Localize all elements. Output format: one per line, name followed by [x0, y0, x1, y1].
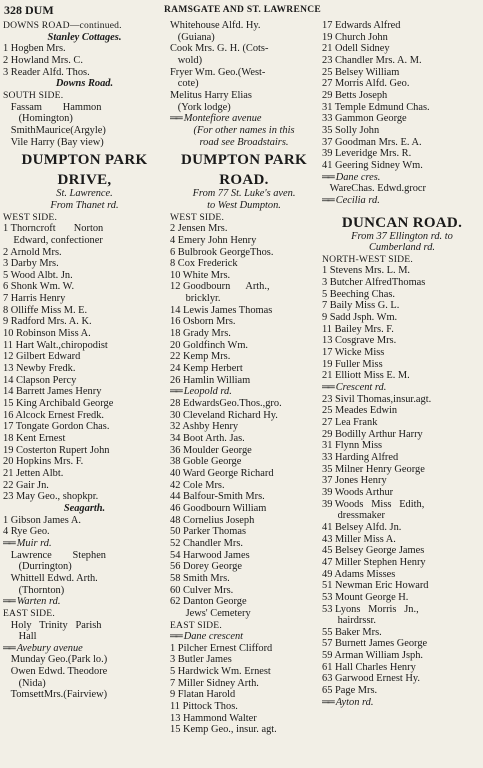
cross-street: ══ Montefiore avenue — [170, 113, 318, 125]
directory-entry: (Nida) — [3, 677, 46, 689]
directory-entry: 53 Mount George H. — [322, 591, 409, 603]
directory-entry: 1 Hogben Mrs. — [3, 43, 66, 55]
note-line: (For other names in this — [193, 124, 295, 136]
street-heading: DUNCAN ROAD. — [341, 214, 463, 231]
directory-entry: 47 Miller Stephen Henry — [322, 556, 426, 568]
directory-entry: 31 Temple Edmund Chas. — [322, 101, 430, 113]
directory-entry: 4 Rye Geo. — [3, 526, 50, 538]
directory-entry: 62 Danton George — [170, 596, 247, 608]
directory-entry: 2 Jensen Mrs. — [170, 223, 228, 235]
directory-entry: 9 Sadd Jsph. Wm. — [322, 312, 398, 324]
directory-entry: 58 Smith Mrs. — [170, 572, 230, 584]
directory-entry: 3 Darby Mrs. — [3, 258, 59, 270]
page-number-and-word — [4, 3, 54, 18]
directory-entry: 59 Arman William Jsph. — [322, 650, 423, 662]
directory-entry: 54 Harwood James — [170, 549, 250, 561]
directory-entry: 3 Butcher AlfredThomas — [322, 277, 426, 289]
directory-entry: (York lodge) — [170, 101, 231, 113]
street-subheading: St. Lawrence. — [56, 188, 113, 200]
cross-street: ══ Dane crescent — [170, 631, 318, 643]
directory-entry: 20 Goldfinch Wm. — [170, 339, 249, 351]
directory-entry: 24 Kemp Herbert — [170, 363, 243, 375]
directory-entry: 5 Wood Albt. Jn. — [3, 269, 73, 281]
directory-entry: 23 May Geo., shopkpr. — [3, 491, 99, 503]
directory-entry: (Homington) — [3, 113, 73, 125]
directory-entry: 3 Reader Alfd. Thos. — [3, 66, 90, 78]
directory-entry: 42 Cole Mrs. — [170, 479, 225, 491]
directory-entry: 41 Geering Sidney Wm. — [322, 159, 423, 171]
directory-entry: bricklyr. — [170, 293, 221, 305]
directory-entry: 48 Cornelius Joseph — [170, 514, 255, 526]
directory-entry: Owen Edwd. Theodore — [3, 666, 108, 678]
directory-entry: 14 Lewis James Thomas — [170, 304, 273, 316]
section-heading: Seagarth. — [63, 502, 106, 514]
directory-entry: 23 Sivil Thomas,insur.agt. — [322, 393, 432, 405]
directory-entry: 20 Hopkins Mrs. F. — [3, 456, 84, 468]
directory-entry: (Durrington) — [3, 561, 72, 573]
directory-entry: 43 Miller Miss A. — [322, 533, 396, 545]
directory-entry: 51 Newman Eric Howard — [322, 580, 429, 592]
directory-entry: 21 Jetten Albt. — [3, 467, 64, 479]
directory-entry: 4 Emery John Henry — [170, 234, 257, 246]
directory-entry: 15 Kemp Geo., insur. agt. — [170, 724, 277, 736]
cross-street: ══ Muir rd. — [3, 538, 166, 550]
directory-entry: 17 Tongate Gordon Chas. — [3, 421, 110, 433]
directory-entry: 56 Dorey George — [170, 561, 242, 573]
directory-entry: 14 Barrett James Henry — [3, 386, 102, 398]
directory-entry: 11 Hart Walt.,chiropodist — [3, 339, 108, 351]
directory-entry: 5 Hardwick Wm. Ernest — [170, 666, 271, 678]
directory-entry: 21 Elliott Miss E. M. — [322, 370, 410, 382]
directory-entry: 15 King Archibald George — [3, 398, 114, 410]
directory-entry: 60 Culver Mrs. — [170, 584, 234, 596]
side-label: SOUTH SIDE. — [3, 89, 64, 101]
directory-entry: 16 Alcock Ernest Fredk. — [3, 409, 104, 421]
street-heading: DUMPTON PARK — [21, 152, 148, 169]
directory-entry: 7 Harris Henry — [3, 293, 66, 305]
directory-entry: Edward, confectioner — [3, 234, 103, 246]
directory-entry: Fassam Hammon — [3, 101, 102, 113]
directory-entry: 22 Kemp Mrs. — [170, 351, 231, 363]
directory-entry: Whittell Edwd. Arth. — [3, 572, 98, 584]
directory-entry: 65 Page Mrs. — [322, 685, 378, 697]
side-label: EAST SIDE. — [170, 619, 222, 631]
directory-entry: 33 Harding Alfred — [322, 451, 399, 463]
cross-street: ══ Leopold rd. — [170, 386, 318, 398]
directory-entry: 25 Belsey William — [322, 66, 400, 78]
column-left — [3, 20, 166, 701]
directory-entry: 53 Lyons Morris Jn., — [322, 603, 419, 615]
directory-entry: 29 Bodilly Arthur Harry — [322, 428, 423, 440]
section-heading: Stanley Cottages. — [47, 31, 122, 43]
directory-entry: 2 Arnold Mrs. — [3, 246, 62, 258]
directory-entry: 23 Chandler Mrs. A. M. — [322, 54, 422, 66]
directory-entry: 36 Moulder George — [170, 444, 252, 456]
directory-entry: 6 Shonk Wm. W. — [3, 281, 75, 293]
directory-entry: 29 Betts Joseph — [322, 89, 388, 101]
directory-entry: SmithMaurice(Argyle) — [3, 124, 106, 136]
cross-street: ══ Avebury avenue — [3, 643, 166, 655]
directory-entry: 33 Gammon George — [322, 113, 407, 125]
directory-entry: 1 Pilcher Ernest Clifford — [170, 642, 273, 654]
directory-entry: cote) — [170, 78, 199, 90]
directory-entry: Cook Mrs. G. H. (Cots- — [170, 43, 269, 55]
directory-entry: 12 Goodbourn Arth., — [170, 281, 270, 293]
street-subheading: From Thanet rd. — [50, 199, 119, 211]
directory-entry: 16 Osborn Mrs. — [170, 316, 236, 328]
directory-entry: Jews' Cemetery — [170, 607, 251, 619]
directory-entry: Melitus Harry Elias — [170, 89, 252, 101]
section-heading: Downs Road. — [55, 78, 114, 90]
directory-entry: Fryer Wm. Geo.(West- — [170, 66, 266, 78]
side-label: EAST SIDE. — [3, 607, 55, 619]
directory-entry: 28 EdwardsGeo.Thos.,gro. — [170, 398, 282, 410]
column-right — [322, 20, 482, 708]
directory-entry: 11 Bailey Mrs. F. — [322, 323, 394, 335]
directory-entry: 55 Baker Mrs. — [322, 626, 382, 638]
directory-entry: 17 Edwards Alfred — [322, 20, 401, 31]
directory-entry: 2 Howland Mrs. C. — [3, 54, 83, 66]
column-middle — [170, 20, 318, 736]
cross-street: ══ Dane cres. — [322, 172, 482, 184]
directory-entry: 9 Radford Mrs. A. K. — [3, 316, 92, 328]
directory-entry: 45 Belsey George James — [322, 545, 425, 557]
street-subheading: Cumberland rd. — [368, 242, 435, 254]
directory-entry: 22 Gair Jn. — [3, 479, 49, 491]
directory-entry: 27 Lea Frank — [322, 417, 378, 428]
directory-entry: 6 Bulbrook GeorgeThos. — [170, 246, 274, 258]
directory-entry: 44 Balfour-Smith Mrs. — [170, 491, 265, 503]
side-label: DOWNS ROAD—continued. — [3, 20, 122, 31]
directory-entry: 40 Ward George Richard — [170, 467, 274, 479]
directory-entry: 3 Butler James — [170, 654, 232, 666]
directory-entry: TomsettMrs.(Fairview) — [3, 689, 108, 701]
directory-entry: 8 Cox Frederick — [170, 258, 238, 270]
directory-entry: 63 Garwood Ernest Hy. — [322, 673, 421, 685]
side-label: WEST SIDE. — [170, 211, 225, 223]
directory-entry: 13 Hammond Walter — [170, 712, 257, 724]
directory-entry: 19 Church John — [322, 31, 388, 43]
side-label: NORTH-WEST SIDE. — [322, 253, 413, 265]
guide-word: DUM — [25, 3, 54, 17]
directory-entry: 34 Boot Arth. Jas. — [170, 433, 245, 444]
directory-entry: 49 Adams Misses — [322, 568, 396, 580]
directory-entry: Lawrence Stephen — [3, 549, 107, 561]
directory-entry: 10 Robinson Miss A. — [3, 328, 91, 340]
directory-entry: 26 Hamlin William — [170, 374, 251, 386]
directory-entry: 39 Woods Miss Edith, — [322, 498, 425, 510]
side-label: WEST SIDE. — [3, 211, 58, 223]
directory-entry: (Guiana) — [170, 31, 215, 43]
directory-entry: 19 Costerton Rupert John — [3, 444, 110, 456]
directory-entry: 27 Morris Alfd. Geo. — [322, 78, 410, 90]
directory-entry: 11 Pittock Thos. — [170, 701, 238, 713]
directory-entry: 12 Gilbert Edward — [3, 351, 81, 363]
street-subheading: From 77 St. Luke's aven. — [192, 188, 296, 200]
street-subheading: From 37 Ellington rd. to — [351, 230, 453, 242]
directory-entry: 31 Flynn Miss — [322, 440, 383, 452]
directory-entry: 19 Fuller Miss — [322, 358, 383, 370]
directory-entry: 46 Goodbourn William — [170, 502, 267, 514]
directory-entry: 17 Wicke Miss — [322, 347, 385, 359]
directory-entry: 41 Belsey Alfd. Jn. — [322, 521, 402, 533]
directory-entry: Munday Geo.(Park lo.) — [3, 654, 108, 666]
directory-entry: 1 Thorncroft Norton — [3, 223, 104, 235]
street-heading: DRIVE, — [57, 172, 112, 189]
directory-entry: 39 Woods Arthur — [322, 486, 394, 498]
directory-entry: Vile Harry (Bay view) — [3, 136, 104, 148]
running-title: RAMSGATE AND ST. LAWRENCE — [164, 5, 322, 15]
directory-entry: 14 Clapson Percy — [3, 374, 77, 386]
directory-entry: Hall — [3, 631, 37, 643]
directory-entry: 52 Chandler Mrs. — [170, 537, 244, 549]
directory-entry: 8 Olliffe Miss M. E. — [3, 304, 88, 316]
spacer — [322, 207, 482, 211]
directory-entry: WareChas. Edwd.grocr — [322, 183, 427, 195]
directory-entry: 1 Stevens Mrs. L. M. — [322, 265, 411, 277]
directory-entry: Whitehouse Alfd. Hy. — [170, 20, 261, 31]
directory-entry: 37 Jones Henry — [322, 475, 387, 487]
cross-street: ══ Cecilia rd. — [322, 195, 482, 207]
directory-entry: 61 Hall Charles Henry — [322, 661, 416, 673]
directory-entry: 7 Baily Miss G. L. — [322, 300, 400, 312]
directory-entry: 35 Milner Henry George — [322, 463, 425, 475]
directory-entry: 10 White Mrs. — [170, 269, 231, 281]
cross-street: ══ Ayton rd. — [322, 697, 482, 709]
directory-entry: 13 Newby Fredk. — [3, 363, 76, 375]
street-subheading: to West Dumpton. — [207, 199, 281, 211]
directory-entry: 7 Miller Sidney Arth. — [170, 677, 259, 689]
directory-entry: 39 Leveridge Mrs. R. — [322, 148, 412, 160]
page-number: 328 — [4, 3, 22, 17]
page-header — [4, 3, 480, 19]
cross-street: ══ Crescent rd. — [322, 382, 482, 394]
directory-entry: 35 Solly John — [322, 124, 380, 136]
directory-entry: 38 Goble George — [170, 456, 242, 468]
directory-entry: hairdrssr. — [322, 615, 376, 627]
directory-entry: 32 Ashby Henry — [170, 421, 239, 433]
note-line: road see Broadstairs. — [199, 136, 289, 148]
directory-entry: 1 Gibson James A. — [3, 514, 81, 526]
directory-entry: 30 Cleveland Richard Hy. — [170, 409, 278, 421]
directory-entry: wold) — [170, 54, 203, 66]
directory-entry: 57 Burnett James George — [322, 638, 428, 650]
directory-entry: 13 Cosgrave Mrs. — [322, 335, 397, 347]
directory-entry: Holy Trinity Parish — [3, 619, 102, 631]
directory-entry: dressmaker — [322, 510, 385, 522]
directory-entry: 5 Beeching Chas. — [322, 288, 396, 300]
directory-entry: 37 Goodman Mrs. E. A. — [322, 136, 422, 148]
directory-entry: 18 Kent Ernest — [3, 433, 66, 444]
directory-entry: 9 Flatan Harold — [170, 689, 236, 701]
directory-entry: 21 Odell Sidney — [322, 43, 390, 55]
directory-entry: 18 Grady Mrs. — [170, 328, 231, 340]
cross-street: ══ Warten rd. — [3, 596, 166, 608]
directory-entry: 25 Meades Edwin — [322, 405, 398, 417]
directory-entry: (Thornton) — [3, 584, 65, 596]
directory-entry: 50 Parker Thomas — [170, 526, 246, 538]
street-heading: ROAD. — [219, 172, 269, 189]
street-heading: DUMPTON PARK — [181, 152, 307, 169]
